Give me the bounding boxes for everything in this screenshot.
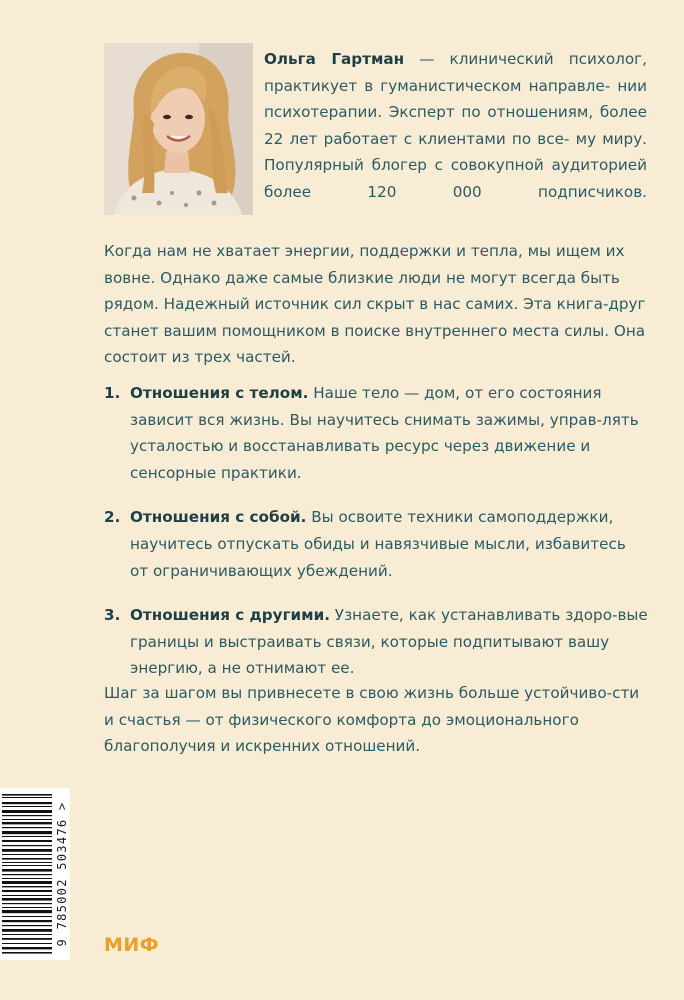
author-portrait-illustration: [104, 43, 253, 215]
author-bio-text-3: му миру. Популярный блогер с совокупной аудиторией более 120 000 подписчиков.: [264, 129, 648, 201]
author-bio: [264, 46, 647, 206]
author-bio-text-2: нии психотерапии. Эксперт по отношениям, более 22 лет работает с клиентами по все-: [264, 76, 648, 148]
parts-list: [104, 380, 648, 700]
list-item: [104, 380, 648, 486]
list-item: [104, 504, 648, 584]
isbn-barcode: [0, 788, 70, 960]
intro-paragraph: Когда нам не хватает энергии, поддержки и тепла, мы ищем их вовне. Однако даже самые близкие люди не могут всегда быть рядом. Надежный источник сил скрыт в нас самих. Эта книга-друг станет вашим помощником в поиске внутреннего места силы. Она состоит из трех частей.: [104, 242, 646, 367]
list-item-number: 1.: [104, 384, 121, 402]
barcode-digits: [54, 788, 70, 960]
publisher-logo: МИФ: [104, 934, 160, 956]
list-item-title: Отношения с собой.: [130, 508, 307, 527]
author-photo: [104, 43, 253, 215]
list-item-text: Узнаете, как устанавливать здоро-вые границы и выстраивать связи, которые подпитывают вашу энергию, а не отнимают ее.: [130, 606, 648, 678]
closing-paragraph: Шаг за шагом вы привнесете в свою жизнь больше устойчиво-сти и счастья — от физического комфорта до эмоционального благополучия и искренних отношений.: [104, 684, 640, 756]
list-item-number: 2.: [104, 508, 121, 527]
list-item-title: Отношения с другими.: [130, 606, 330, 625]
list-item-number: 3.: [104, 606, 121, 625]
author-name: Ольга Гартман: [264, 50, 405, 68]
barcode-bars-graphic: [0, 788, 54, 960]
list-item-text: Наше тело — дом, от его состояния зависит вся жизнь. Вы научитесь снимать зажимы, управ-лять усталостью и восстанавливать ресурс через движение и сенсорные практики.: [130, 384, 639, 482]
list-item: [104, 602, 648, 682]
author-bio-text-1: — клинический психолог, практикует в гуманистическом направле-: [264, 50, 647, 95]
list-item-text: Вы освоите техники самоподдержки, научитесь отпускать обиды и навязчивые мысли, избавитесь от ограничивающих убеждений.: [130, 508, 626, 580]
isbn-number: 9 785002 503476 >: [55, 801, 69, 947]
list-item-title: Отношения с телом.: [130, 384, 309, 402]
